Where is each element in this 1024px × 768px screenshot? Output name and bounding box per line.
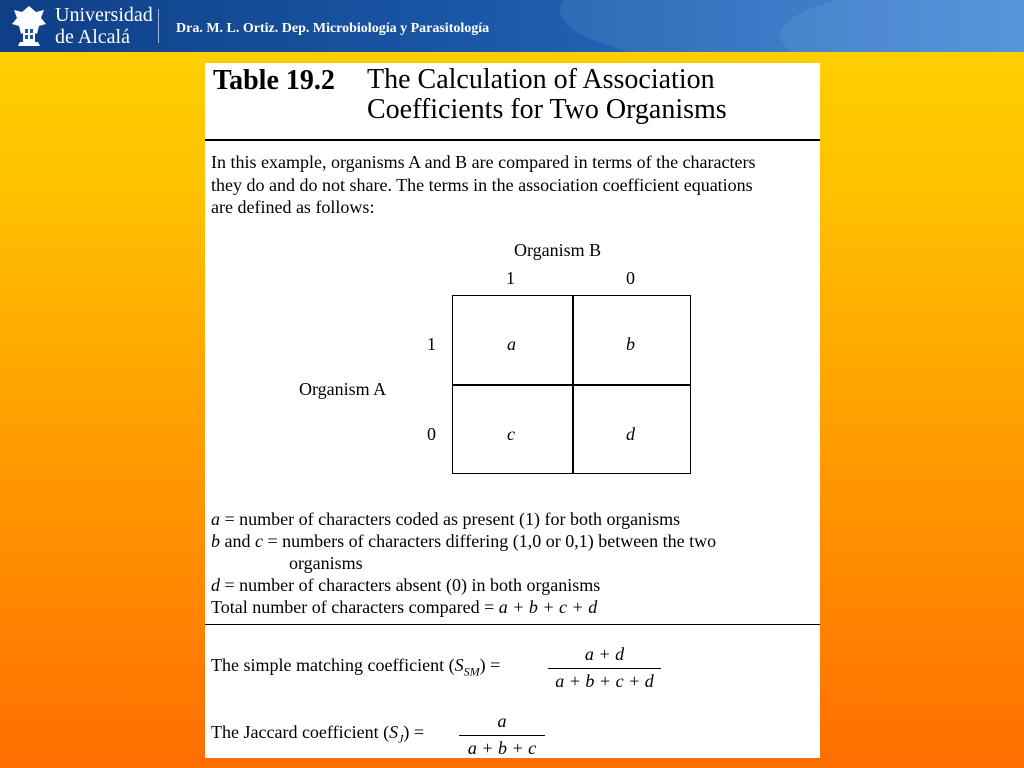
matrix-column-header: Organism B — [514, 240, 602, 260]
total-expression: a + b + c + d — [498, 597, 598, 617]
intro-line: are defined as follows: — [211, 197, 375, 217]
var-b: b — [211, 531, 220, 551]
matrix-row-header: Organism A — [299, 379, 387, 399]
title-divider — [205, 139, 820, 141]
coefficient-label-close: ) = — [403, 722, 425, 742]
definition-a — [211, 509, 680, 530]
definition-d — [211, 575, 600, 596]
matrix-row-label: 1 — [427, 334, 436, 354]
definition-text: = number of characters coded as present (1) for both organisms — [220, 509, 681, 529]
definition-text: = numbers of characters differing (1,0 or 0,1) between the two — [263, 531, 717, 551]
coefficient-label-text: The simple matching coefficient ( — [211, 655, 455, 675]
banner-divider — [158, 9, 159, 43]
fraction-numerator: a + d — [584, 644, 625, 664]
university-name — [55, 4, 153, 48]
definition-bc-continued: organisms — [289, 553, 363, 573]
banner-decoration — [780, 0, 1024, 52]
conjunction: and — [220, 531, 255, 551]
table-title-line1: The Calculation of Association — [367, 64, 715, 95]
simple-matching-fraction — [548, 644, 661, 692]
fraction-denominator: a + b + c + d — [555, 671, 654, 691]
fraction-bar — [548, 668, 661, 669]
university-crest-icon — [10, 4, 48, 48]
coefficient-label-close: ) = — [479, 655, 501, 675]
table-title-line2: Coefficients for Two Organisms — [367, 94, 727, 125]
definition-text: = number of characters absent (0) in both organisms — [220, 575, 601, 595]
jaccard-fraction — [459, 711, 545, 759]
var-c: c — [255, 531, 263, 551]
section-divider — [205, 624, 820, 625]
matrix-row-label: 0 — [427, 424, 436, 444]
intro-paragraph — [211, 151, 816, 219]
matrix-cell-b: b — [626, 334, 635, 354]
table-number: Table 19.2 — [213, 65, 335, 96]
matrix-cell-c: c — [507, 424, 515, 444]
jaccard-label — [211, 722, 424, 747]
coefficient-symbol: S — [454, 655, 464, 675]
coefficient-subscript: J — [398, 731, 404, 746]
coefficient-symbol: S — [389, 722, 399, 742]
fraction-denominator: a + b + c — [467, 738, 537, 758]
matrix-column-label: 1 — [506, 268, 515, 288]
coefficient-subscript: SM — [463, 664, 480, 679]
var-a: a — [211, 509, 220, 529]
intro-line: they do and do not share. The terms in the association coefficient equations — [211, 174, 753, 195]
author-credit: Dra. M. L. Ortiz. Dep. Microbiología y Parasitología — [176, 21, 490, 36]
association-matrix — [452, 295, 691, 474]
var-d: d — [211, 575, 220, 595]
table-title — [367, 65, 727, 125]
simple-matching-label — [211, 655, 500, 680]
matrix-column-label: 0 — [626, 268, 635, 288]
matrix-divider — [453, 384, 690, 386]
university-name-line2: de Alcalá — [55, 26, 130, 48]
fraction-numerator: a — [497, 711, 507, 731]
header-banner — [0, 0, 1024, 52]
definition-text: Total number of characters compared = — [211, 597, 499, 617]
definition-total — [211, 597, 597, 618]
matrix-cell-a: a — [507, 334, 516, 354]
university-name-line1: Universidad — [55, 4, 153, 26]
intro-line: In this example, organisms A and B are compared in terms of the characters — [211, 152, 756, 172]
coefficient-label-text: The Jaccard coefficient ( — [211, 722, 390, 742]
table-sheet — [205, 63, 820, 758]
matrix-cell-d: d — [626, 424, 635, 444]
fraction-bar — [459, 735, 545, 736]
definition-bc — [211, 531, 716, 552]
